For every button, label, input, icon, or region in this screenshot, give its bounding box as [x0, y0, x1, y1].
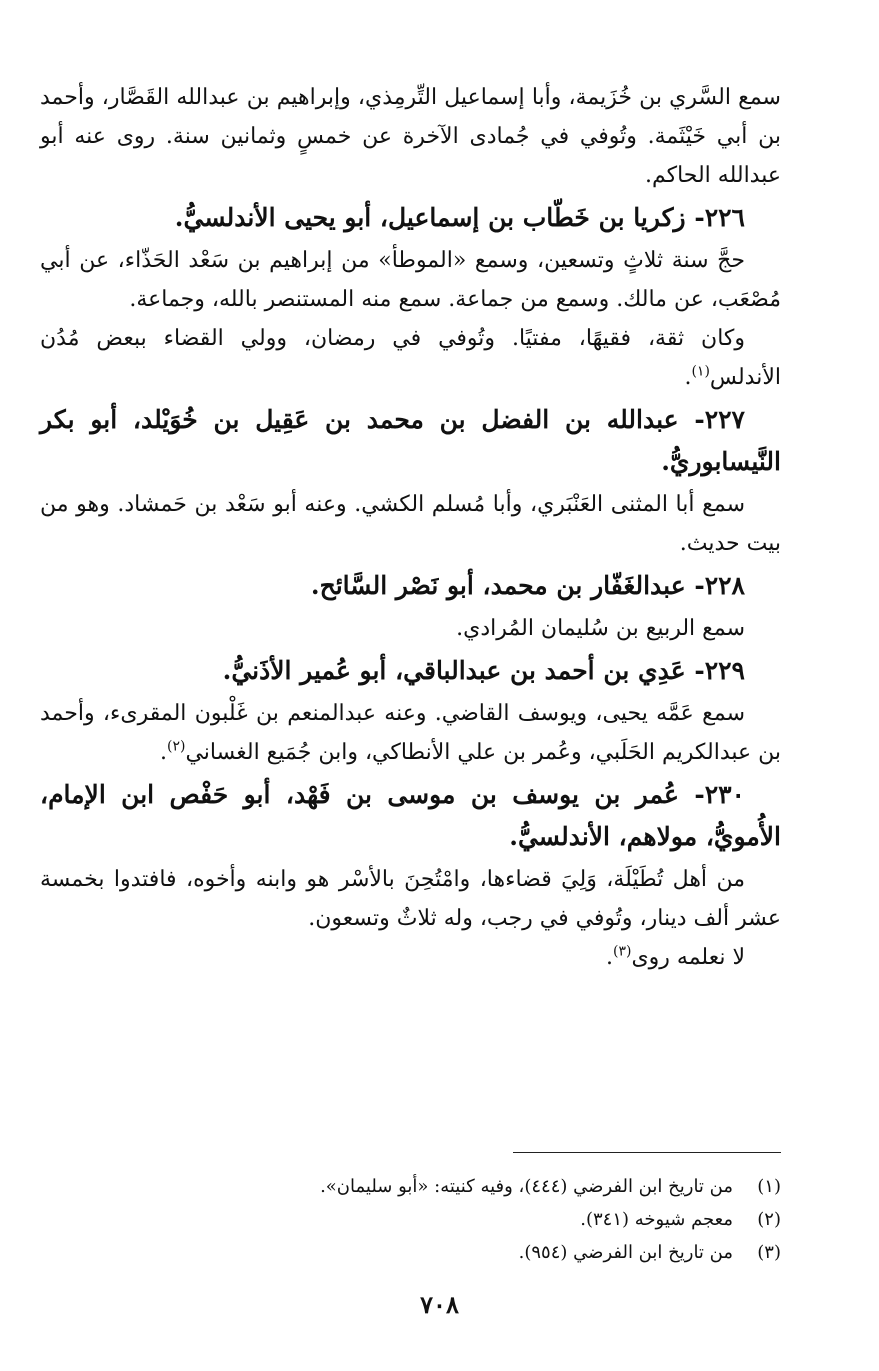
footnote-number: (١) [757, 1176, 781, 1197]
entry-heading-226: ٢٢٦- زكريا بن خَطّاب بن إسماعيل، أبو يحيى الأندلسيُّ. [174, 203, 745, 232]
paragraph: من أهل تُطَيْلَة، وَلِيَ قضاءها، وامْتُحِنَ بالأسْر هو وابنه وأخوه، فافتدوا بخمسة عشر ألف دينار، وتُوفي في رجب، وله ثلاثٌ وتسعون. [40, 867, 781, 931]
paragraph [40, 319, 781, 397]
footnote-number: (٢) [757, 1209, 781, 1230]
footnote-ref-3: (٣) [612, 943, 632, 960]
footnote-number: (٣) [757, 1242, 781, 1263]
paragraph: سمع أبا المثنى العَنْبَري، وأبا مُسلم الكشي. وعنه أبو سَعْد بن حَمشاد. وهو من بيت حديث. [40, 492, 781, 556]
footnote-2 [121, 1203, 781, 1236]
paragraph: حجَّ سنة ثلاثٍ وتسعين، وسمع «الموطأ» من إبراهيم بن سَعْد الحَذّاء، عن أبي مُصْعَب، عن مالك. وسمع من جماعة. سمع منه المستنصر بالله، وجماعة. [40, 248, 781, 312]
paragraph-text: سمع عَمَّه يحيى، ويوسف القاضي. وعنه عبدالمنعم بن غَلْبون المقرىء، وأحمد بن عبدالكريم الحَلَبي، وعُمر بن علي الأنطاكي، وابن جُمَيع الغساني [40, 701, 781, 765]
page-number: ٧٠٨ [420, 1290, 459, 1319]
entry-heading-229: ٢٢٩- عَدِي بن أحمد بن عبدالباقي، أبو عُمير الأذَنيُّ. [222, 656, 745, 685]
footnote-ref-2: (٢) [167, 738, 186, 755]
footnote-text: معجم شيوخه (٣٤١). [580, 1209, 733, 1230]
footnote-3 [121, 1236, 781, 1269]
paragraph: سمع السَّري بن خُزَيمة، وأبا إسماعيل التِّرمِذي، وإبراهيم بن عبدالله القَصَّار، وأحمد بن أبي خَيْثَمة. وتُوفي في جُمادى الآخرة عن خمسٍ وثمانين سنة. روى عنه أبو عبدالله الحاكم. [40, 85, 781, 188]
footnote-ref-1: (١) [691, 363, 710, 380]
paragraph-end: . [160, 740, 167, 765]
footnotes [121, 1170, 781, 1269]
footnote-text: من تاريخ ابن الفرضي (٤٤٤)، وفيه كنيته: «أبو سليمان». [320, 1176, 733, 1197]
footnote-1 [121, 1170, 781, 1203]
footnote-divider [513, 1152, 781, 1153]
paragraph-end: . [605, 945, 613, 970]
page-body [40, 78, 781, 977]
paragraph: سمع الربيع بن سُليمان المُرادي. [456, 616, 745, 641]
paragraph [40, 694, 781, 772]
entry-heading-228: ٢٢٨- عبدالغَفّار بن محمد، أبو نَصْر السَّائح. [310, 571, 745, 600]
paragraph-text: وكان ثقة، فقيهًا، مفتيًا. وتُوفي في رمضان، وولي القضاء ببعض مُدُن الأندلس [40, 326, 781, 390]
paragraph-end: . [684, 365, 692, 390]
entry-heading-230: ٢٣٠- عُمر بن يوسف بن موسى بن فَهْد، أبو حَفْص ابن الإمام، الأُمويُّ، مولاهم، الأندلسيُّ. [40, 780, 781, 851]
footnote-text: من تاريخ ابن الفرضي (٩٥٤). [518, 1242, 733, 1263]
paragraph-text: لا نعلمه روى [631, 945, 745, 970]
paragraph [40, 938, 781, 977]
entry-heading-227: ٢٢٧- عبدالله بن الفضل بن محمد بن عَقِيل بن خُوَيْلد، أبو بكر النَّيسابوريُّ. [40, 405, 781, 476]
